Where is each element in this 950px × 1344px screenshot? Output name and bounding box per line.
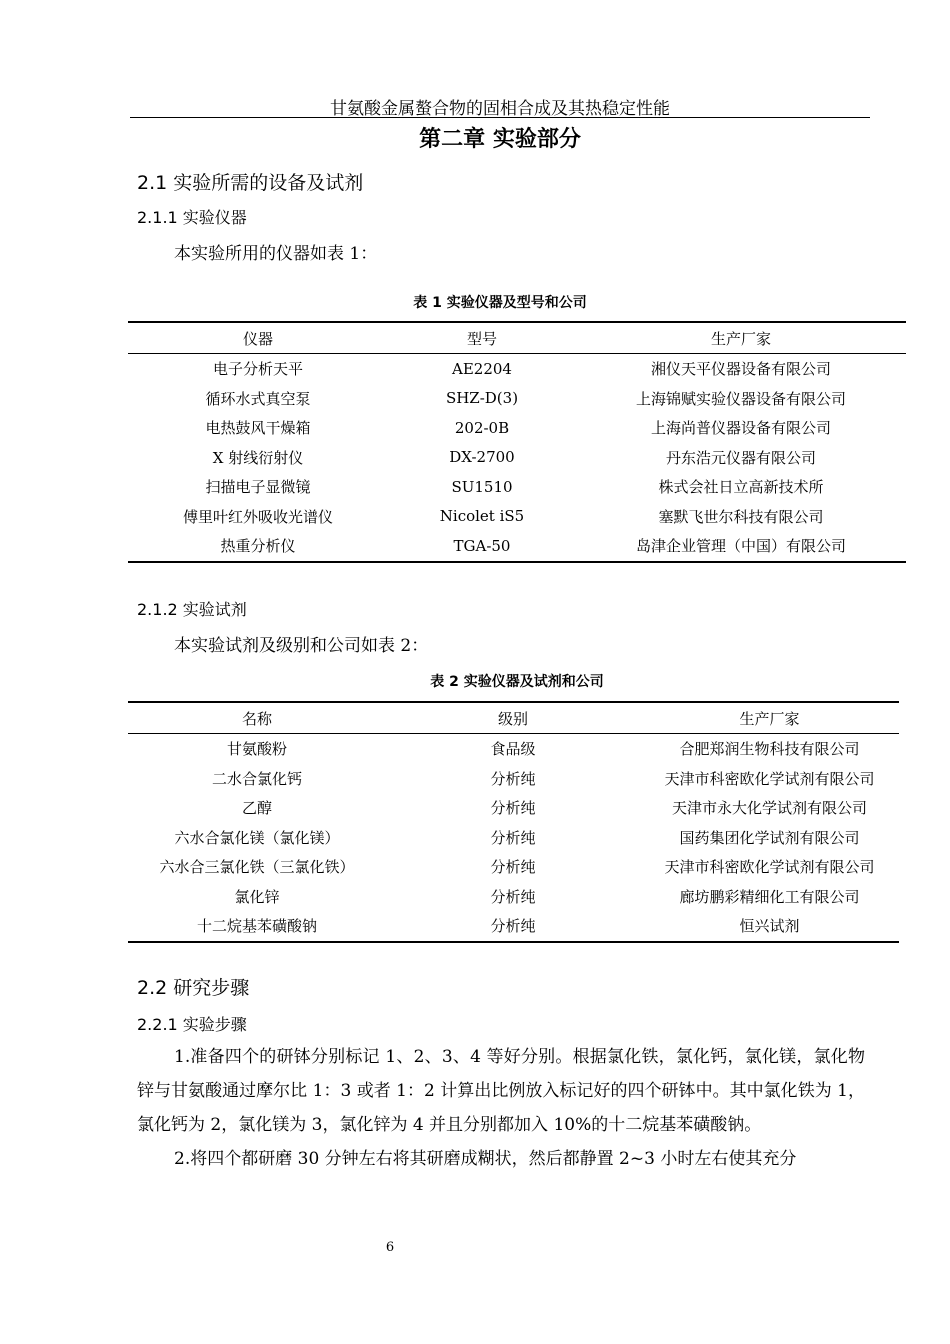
table-cell: 循环水式真空泵 bbox=[205, 389, 311, 408]
table-cell: 电子分析天平 bbox=[212, 360, 303, 379]
table-cell: 上海尚普仪器设备有限公司 bbox=[650, 419, 831, 438]
page-number: 6 bbox=[385, 1240, 395, 1255]
procedure-text bbox=[137, 1040, 865, 1176]
table-cell: 天津市科密欧化学试剂有限公司 bbox=[664, 858, 875, 877]
subsection-heading-2-1-2: 2.1.2 实验试剂 bbox=[137, 600, 247, 619]
table-row bbox=[128, 472, 906, 502]
table-cell: 甘氨酸粉 bbox=[226, 740, 287, 759]
table-cell: 天津市永大化学试剂有限公司 bbox=[671, 799, 867, 818]
subsection-heading-2-2-1: 2.2.1 实验步骤 bbox=[137, 1015, 247, 1034]
instruments-table bbox=[128, 321, 906, 563]
table-cell: 塞默飞世尔科技有限公司 bbox=[658, 507, 824, 526]
table-cell: 株式会社日立高新技术所 bbox=[658, 478, 824, 497]
table-row bbox=[128, 734, 899, 764]
section-heading-2-1: 2.1 实验所需的设备及试剂 bbox=[137, 172, 364, 194]
table-cell: SU1510 bbox=[451, 477, 513, 496]
table-cell: 上海锦赋实验仪器设备有限公司 bbox=[635, 389, 846, 408]
reagents-table bbox=[128, 701, 899, 943]
table-cell: 六水合三氯化铁（三氯化铁） bbox=[159, 858, 355, 877]
table-cell: 分析纯 bbox=[490, 799, 536, 818]
table-cell: 氯化锌 bbox=[234, 887, 280, 906]
table-row bbox=[128, 354, 906, 384]
table-row bbox=[128, 443, 906, 473]
table-cell: 分析纯 bbox=[490, 887, 536, 906]
running-header: 甘氨酸金属螯合物的固相合成及其热稳定性能 bbox=[330, 99, 670, 119]
table-row bbox=[128, 793, 899, 823]
table-row bbox=[128, 882, 899, 912]
column-header: 生产厂家 bbox=[576, 322, 906, 354]
table-cell: 分析纯 bbox=[490, 858, 536, 877]
table-cell: X 射线衍射仪 bbox=[212, 448, 304, 467]
column-header: 名称 bbox=[128, 702, 386, 734]
table-cell: 丹东浩元仪器有限公司 bbox=[665, 448, 816, 467]
table-row bbox=[128, 531, 906, 562]
table1-caption: 表 1 实验仪器及型号和公司 bbox=[413, 295, 587, 311]
table2-caption: 表 2 实验仪器及试剂和公司 bbox=[430, 674, 604, 690]
table-cell: 天津市科密欧化学试剂有限公司 bbox=[664, 769, 875, 788]
table-cell: 乙醇 bbox=[241, 799, 272, 818]
table-cell: 岛津企业管理（中国）有限公司 bbox=[576, 531, 906, 562]
column-header: 生产厂家 bbox=[640, 702, 899, 734]
table-cell: 湘仪天平仪器设备有限公司 bbox=[650, 360, 831, 379]
table-cell: SHZ-D(3) bbox=[445, 389, 519, 408]
table-cell: 傅里叶红外吸收光谱仪 bbox=[182, 507, 333, 526]
table-header-row bbox=[128, 322, 906, 354]
table-cell: 食品级 bbox=[490, 740, 536, 759]
table-cell: AE2204 bbox=[452, 359, 512, 378]
table-cell: 恒兴试剂 bbox=[640, 911, 899, 942]
table-cell: 国药集团化学试剂有限公司 bbox=[679, 828, 860, 847]
table-cell: 分析纯 bbox=[490, 769, 536, 788]
table-cell: 分析纯 bbox=[386, 911, 640, 942]
table-row bbox=[128, 911, 899, 942]
table-row bbox=[128, 384, 906, 414]
column-header: 仪器 bbox=[128, 322, 388, 354]
table-cell: 廊坊鹏彩精细化工有限公司 bbox=[679, 887, 860, 906]
table-cell: 六水合氯化镁（氯化镁） bbox=[174, 828, 340, 847]
table-row bbox=[128, 823, 899, 853]
column-header: 级别 bbox=[386, 702, 640, 734]
table-cell: 合肥郑润生物科技有限公司 bbox=[679, 740, 860, 759]
subsection-heading-2-1-1: 2.1.1 实验仪器 bbox=[137, 208, 247, 227]
section-heading-2-2: 2.2 研究步骤 bbox=[137, 977, 250, 999]
header-rule bbox=[130, 117, 870, 118]
chapter-title: 第二章 实验部分 bbox=[419, 127, 581, 152]
table1-intro: 本实验所用的仪器如表 1： bbox=[174, 244, 378, 264]
table-cell: DX-2700 bbox=[449, 448, 515, 467]
table-cell: 二水合氯化钙 bbox=[211, 769, 302, 788]
table-cell: Nicolet iS5 bbox=[439, 507, 525, 526]
table-cell: 扫描电子显微镜 bbox=[205, 478, 311, 497]
table-cell: 202-0B bbox=[454, 418, 510, 437]
column-header: 型号 bbox=[388, 322, 576, 354]
table2-intro: 本实验试剂及级别和公司如表 2： bbox=[174, 636, 429, 656]
table-row bbox=[128, 502, 906, 532]
procedure-paragraph: 1.准备四个的研钵分别标记 1、2、3、4 等好分别。根据氯化铁，氯化钙，氯化镁，氯化物锌与甘氨酸通过摩尔比 1：3 或者 1：2 计算出比例放入标记好的四个研钵中。其中氯化铁为 1，氯化钙为 2，氯化镁为 3，氯化锌为 4 并且分别都加入 10%的十二烷基苯磺酸钠。 bbox=[137, 1047, 865, 1135]
table-row bbox=[128, 413, 906, 443]
table-header-row bbox=[128, 702, 899, 734]
table-cell: 分析纯 bbox=[490, 828, 536, 847]
table-cell: 电热鼓风干燥箱 bbox=[205, 419, 311, 438]
table-row bbox=[128, 852, 899, 882]
table-row bbox=[128, 764, 899, 794]
procedure-paragraph: 2.将四个都研磨 30 分钟左右将其研磨成糊状，然后都静置 2~3 小时左右使其充分 bbox=[174, 1149, 797, 1169]
table-cell: 十二烷基苯磺酸钠 bbox=[128, 911, 386, 942]
table-cell: TGA-50 bbox=[388, 531, 576, 562]
table-cell: 热重分析仪 bbox=[128, 531, 388, 562]
